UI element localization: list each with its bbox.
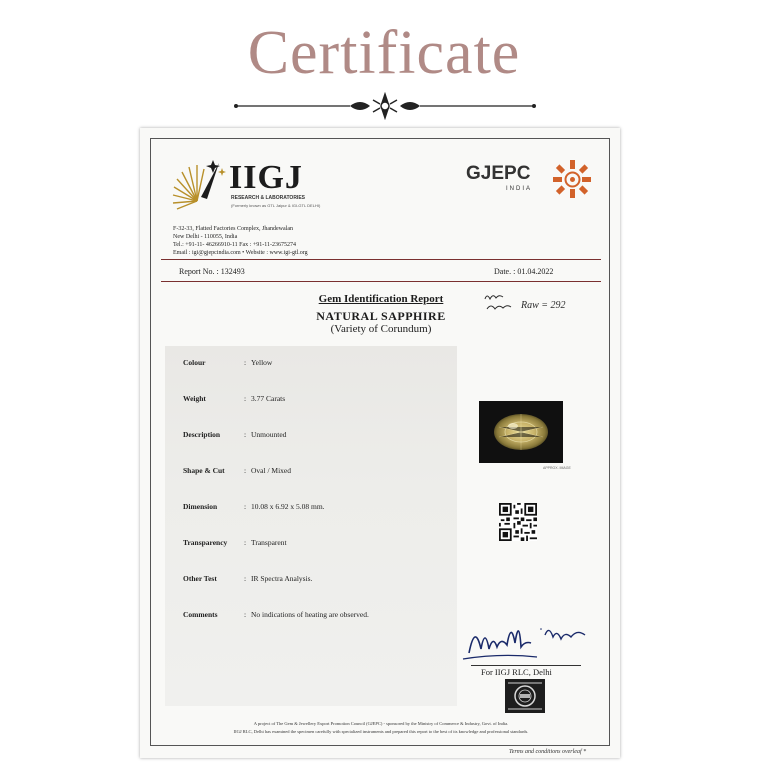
report-number: Report No. : 132493 xyxy=(179,267,245,276)
detail-value: 3.77 Carats xyxy=(251,394,286,403)
sapphire-gem-icon xyxy=(479,401,563,463)
detail-colon: : xyxy=(244,538,247,547)
detail-value: Yellow xyxy=(251,358,273,367)
terms-note: Terms and conditions overleaf * xyxy=(509,749,587,755)
gem-details-panel xyxy=(165,346,457,706)
handwritten-note-text: Raw = 292 xyxy=(521,300,566,311)
gjepc-country: INDIA xyxy=(506,186,533,192)
gjepc-wheel-icon xyxy=(552,159,592,199)
detail-label: Description xyxy=(183,430,221,439)
detail-label: Colour xyxy=(183,358,206,367)
detail-value: Transparent xyxy=(251,538,287,547)
detail-value: No indications of heating are observed. xyxy=(251,610,369,619)
detail-value: IR Spectra Analysis. xyxy=(251,574,313,583)
qr-code-icon xyxy=(499,503,537,541)
detail-label: Other Test xyxy=(183,574,217,583)
detail-colon: : xyxy=(244,394,247,403)
detail-value: 10.08 x 6.92 x 5.08 mm. xyxy=(251,502,325,511)
signature-line xyxy=(471,665,581,666)
detail-label: Weight xyxy=(183,394,206,403)
lab-seal-icon xyxy=(505,679,545,713)
iigj-formerly: (Formerly known as GTL Jaipur & IGI-GTL DELHI) xyxy=(231,203,321,208)
lab-address xyxy=(173,225,308,257)
starburst-logo-icon xyxy=(171,157,227,213)
report-date: Date. : 01.04.2022 xyxy=(494,267,554,276)
stone-name: NATURAL SAPPHIRE xyxy=(316,309,446,323)
detail-label: Shape & Cut xyxy=(183,466,225,475)
certificate-banner-title: Certificate xyxy=(247,19,521,87)
iigj-logo-text: IIGJ xyxy=(229,159,303,196)
detail-colon: : xyxy=(244,430,247,439)
gem-photo xyxy=(479,401,563,463)
gjepc-logo xyxy=(466,159,596,203)
detail-label: Comments xyxy=(183,610,218,619)
header-divider xyxy=(161,259,601,260)
address-line: Email : igi@gjepcindia.com • Website : www.igi-gtl.org xyxy=(173,250,308,256)
address-line: New Delhi - 110055, India xyxy=(173,234,238,240)
detail-colon: : xyxy=(244,574,247,583)
detail-label: Dimension xyxy=(183,502,218,511)
footer-disclaimer: IIGJ RLC, Delhi has examined the specimen carefully with specialized instruments and prepared this report to the best of its knowledge and professional standards. xyxy=(233,729,529,734)
detail-colon: : xyxy=(244,502,247,511)
report-divider xyxy=(161,281,601,282)
address-line: Tel.: +91-11- 46266910-11 Fax : +91-11-23675274 xyxy=(173,242,296,248)
iigj-logo xyxy=(171,157,321,217)
detail-label: Transparency xyxy=(183,538,228,547)
detail-colon: : xyxy=(244,466,247,475)
certificate-paper xyxy=(140,128,620,758)
signature-icon xyxy=(461,613,591,665)
detail-colon: : xyxy=(244,358,247,367)
report-title: Gem Identification Report xyxy=(318,293,444,305)
iigj-tagline: RESEARCH & LABORATORIES xyxy=(231,195,305,201)
address-line: F-32-33, Flatted Factories Complex, Jhandewalan xyxy=(173,226,293,232)
gem-photo-caption: APPROX. IMAGE xyxy=(543,466,571,470)
footer-project-note: A project of The Gem & Jewellery Export Promotion Council (GJEPC) - sponsored by the Ministry of Commerce & Industry, Govt. of India. xyxy=(253,721,509,726)
stone-variety: (Variety of Corundum) xyxy=(330,323,432,335)
detail-colon: : xyxy=(244,610,247,619)
certificate-frame xyxy=(150,138,610,755)
gjepc-logo-text: GJEPC xyxy=(466,163,531,184)
signature-caption: For IIGJ RLC, Delhi xyxy=(481,667,552,677)
handwritten-note xyxy=(481,289,581,329)
detail-value: Unmounted xyxy=(251,430,287,439)
ornament-divider-icon xyxy=(230,92,540,120)
detail-value: Oval / Mixed xyxy=(251,466,291,475)
handwritten-mark-icon xyxy=(481,289,521,319)
